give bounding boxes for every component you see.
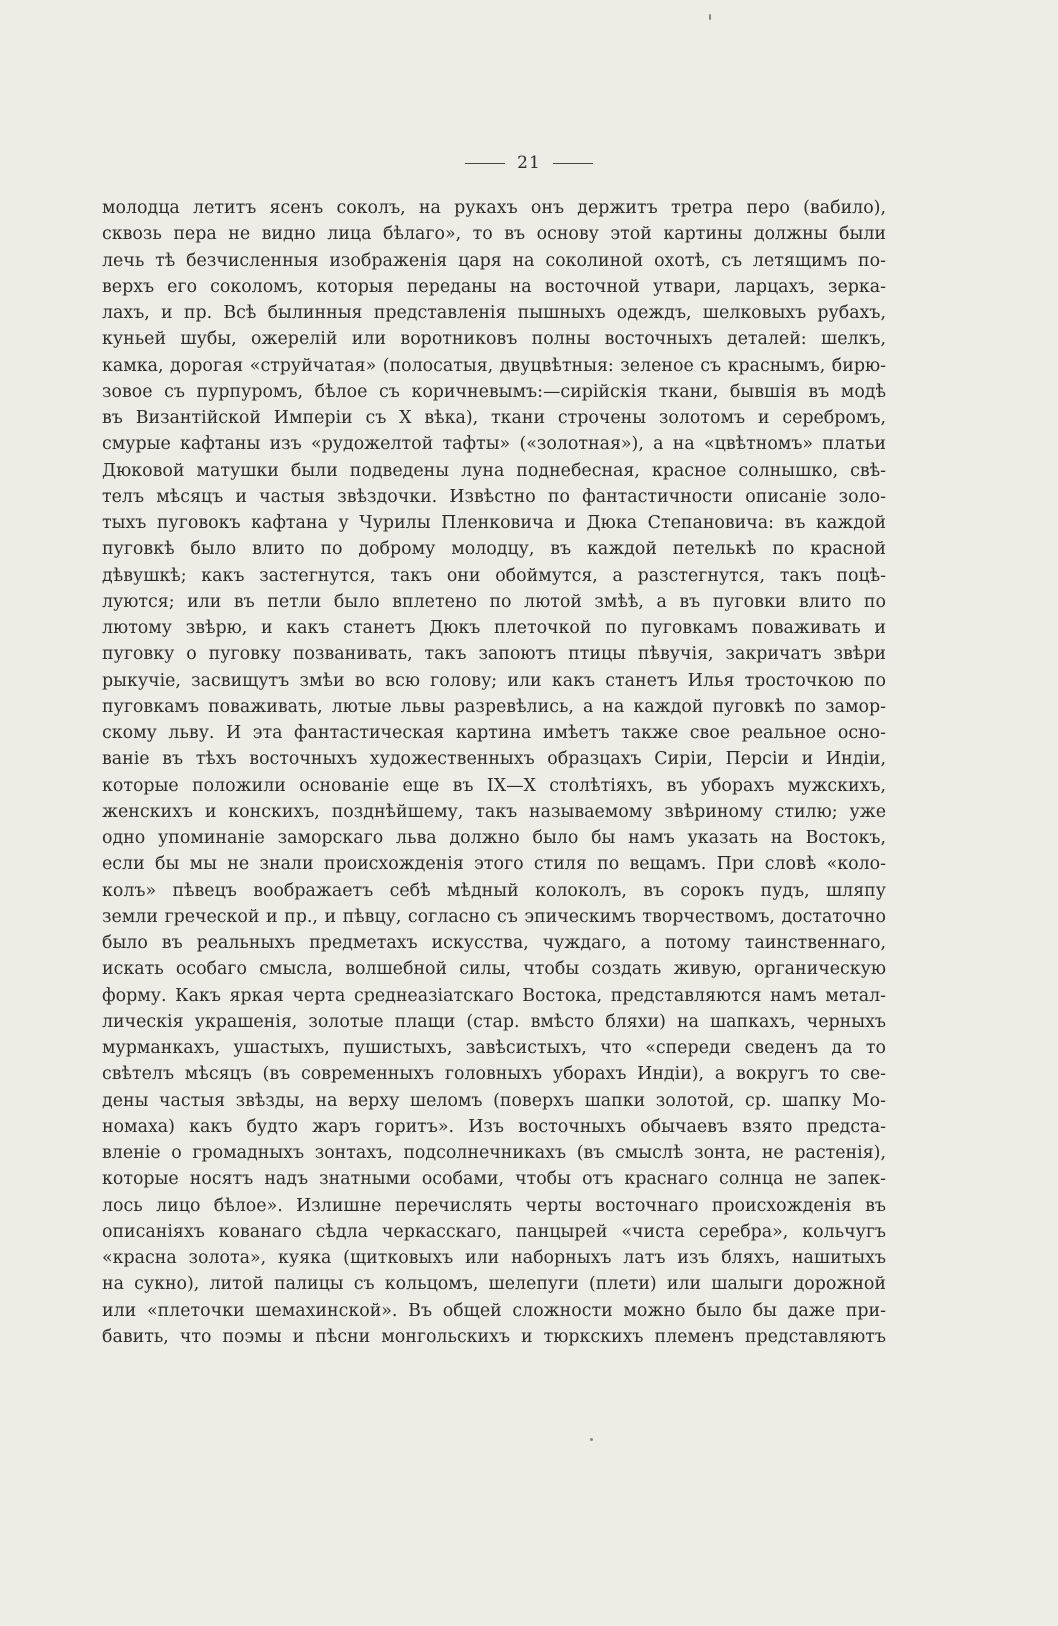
- text-line: вленіе о громадныхъ зонтахъ, подсолнечникахъ (въ смыслѣ зонта, не растенія),: [102, 1143, 886, 1163]
- page-header: [0, 150, 1058, 176]
- text-line: молодца летитъ ясенъ соколъ, на рукахъ онъ держитъ третра перо (вабило),: [102, 198, 886, 218]
- text-line: одно упоминаніе заморскаго льва должно было бы намъ указать на Востокъ,: [102, 828, 886, 848]
- text-line: лютому звѣрю, и какъ станетъ Дюкъ плеточкой по пуговкамъ поваживать и: [102, 618, 886, 638]
- paper-speck: [590, 1438, 593, 1441]
- text-line: колъ» пѣвецъ воображаетъ себѣ мѣдный колоколъ, въ сорокъ пудъ, шляпу: [102, 880, 886, 901]
- header-rule-right: [553, 163, 593, 164]
- text-line: пуговкамъ поваживать, лютые львы разревѣлись, а на каждой пуговкѣ по замор-: [102, 696, 886, 717]
- text-line: искать особаго смысла, волшебной силы, чтобы создать живую, органическую: [102, 959, 886, 980]
- text-line: земли греческой и пр., и пѣвцу, согласно съ эпическимъ творчествомъ, достаточно: [102, 906, 886, 927]
- text-line: форму. Какъ яркая черта среднеазіатскаго Востока, представляются намъ метал-: [102, 985, 886, 1006]
- text-line: верхъ его соколомъ, которыя переданы на восточной утвари, ларцахъ, зерка-: [102, 276, 886, 297]
- text-line: или «плеточки шемахинской». Въ общей сложности можно было бы даже при-: [102, 1300, 886, 1321]
- text-line: описаніяхъ кованаго сѣдла черкасскаго, панцырей «чиста серебра», кольчугъ: [102, 1221, 886, 1242]
- text-line: которые положили основаніе еще въ IX—X столѣтіяхъ, въ уборахъ мужскихъ,: [102, 775, 886, 796]
- text-line: въ Византійской Имперіи съ X вѣка), ткани строчены золотомъ и серебромъ,: [102, 408, 886, 428]
- text-line: рыкучіе, засвищутъ змѣи во всю голову; или какъ станетъ Илья тросточкою по: [102, 670, 886, 691]
- text-line: если бы мы не знали происхожденія этого стиля по вещамъ. При словѣ «коло-: [102, 854, 886, 875]
- text-line: свѣтелъ мѣсяцъ (въ современныхъ головныхъ уборахъ Индіи), а вокругъ то све-: [102, 1064, 886, 1085]
- text-line: лечь тѣ безчисленныя изображенія царя на соколиной охотѣ, съ летящимъ по-: [102, 250, 886, 271]
- text-line: луются; или въ петли было вплетено по лютой змѣѣ, а въ пуговки влито по: [102, 591, 886, 612]
- text-line: лахъ, и пр. Всѣ былинныя представленія пышныхъ одеждъ, шелковыхъ рубахъ,: [102, 303, 886, 323]
- header-rule-left: [465, 163, 505, 164]
- text-line: которые носятъ надъ знатными особами, чтобы отъ краснаго солнца не запек-: [102, 1169, 886, 1190]
- text-line: лось лицо бѣлое». Излишне перечислять черты восточнаго происхожденія въ: [102, 1195, 886, 1216]
- text-line: на сукно), литой палицы съ кольцомъ, шелепуги (плети) или шалыги дорожной: [102, 1274, 886, 1295]
- page-number: 21: [517, 153, 541, 173]
- text-line: «красна золота», куяка (щитковыхъ или наборныхъ латъ изъ бляхъ, нашитыхъ: [102, 1248, 886, 1268]
- text-line: номаха) какъ будто жаръ горитъ». Изъ восточныхъ обычаевъ взято предста-: [102, 1116, 886, 1137]
- text-line: куньей шубы, ожерелій или воротниковъ полны восточныхъ деталей: шелкъ,: [102, 329, 886, 350]
- text-line: пуговкѣ было влито по доброму молодцу, въ каждой петелькѣ по красной: [102, 539, 886, 560]
- text-line: было въ реальныхъ предметахъ искусства, чуждаго, а потому таинственнаго,: [102, 933, 886, 953]
- text-line: камка, дорогая «струйчатая» (полосатыя, двуцвѣтныя: зеленое съ краснымъ, бирю-: [102, 355, 886, 376]
- text-line: тыхъ пуговокъ кафтана у Чурилы Пленковича и Дюка Степановича: въ каждой: [102, 513, 886, 533]
- body-text: [102, 195, 886, 1350]
- text-line: зовое съ пурпуромъ, бѣлое съ коричневымъ:—сирійскія ткани, бывшія въ модѣ: [102, 381, 886, 402]
- text-line: сквозь пера не видно лица бѣлаго», то въ основу этой картины должны были: [102, 224, 886, 245]
- text-line: телъ мѣсяцъ и частыя звѣздочки. Извѣстно по фантастичности описаніе золо-: [102, 486, 886, 507]
- text-line: Дюковой матушки были подведены луна поднебесная, красное солнышко, свѣ-: [102, 460, 886, 481]
- text-line: женскихъ и конскихъ, позднѣйшему, такъ называемому звѣриному стилю; уже: [102, 801, 886, 822]
- text-line: смурые кафтаны изъ «рудожелтой тафты» («золотная»), а на «цвѣтномъ» платьи: [102, 434, 886, 455]
- text-line: дены частыя звѣзды, на верху шеломъ (поверхъ шапки золотой, ср. шапку Мо-: [102, 1090, 886, 1111]
- text-line: ваніе въ тѣхъ восточныхъ художественныхъ образцахъ Сиріи, Персіи и Индіи,: [102, 749, 886, 770]
- paper-speck: [709, 14, 711, 20]
- text-line: пуговку о пуговку позванивать, такъ запоютъ птицы пѣвучія, закричатъ звѣри: [102, 644, 886, 665]
- text-line: дѣвушкѣ; какъ застегнутся, такъ они обоймутся, а разстегнутся, такъ поцѣ-: [102, 565, 886, 586]
- text-line: бавить, что поэмы и пѣсни монгольскихъ и тюркскихъ племенъ представляютъ: [102, 1326, 886, 1347]
- text-line: лическія украшенія, золотые плащи (стар. вмѣсто бляхи) на шапкахъ, черныхъ: [102, 1011, 886, 1032]
- text-line: скому льву. И эта фантастическая картина имѣетъ также свое реальное осно-: [102, 723, 886, 743]
- text-line: мурманкахъ, ушастыхъ, пушистыхъ, завѣсистыхъ, что «спереди сведенъ да то: [102, 1038, 886, 1058]
